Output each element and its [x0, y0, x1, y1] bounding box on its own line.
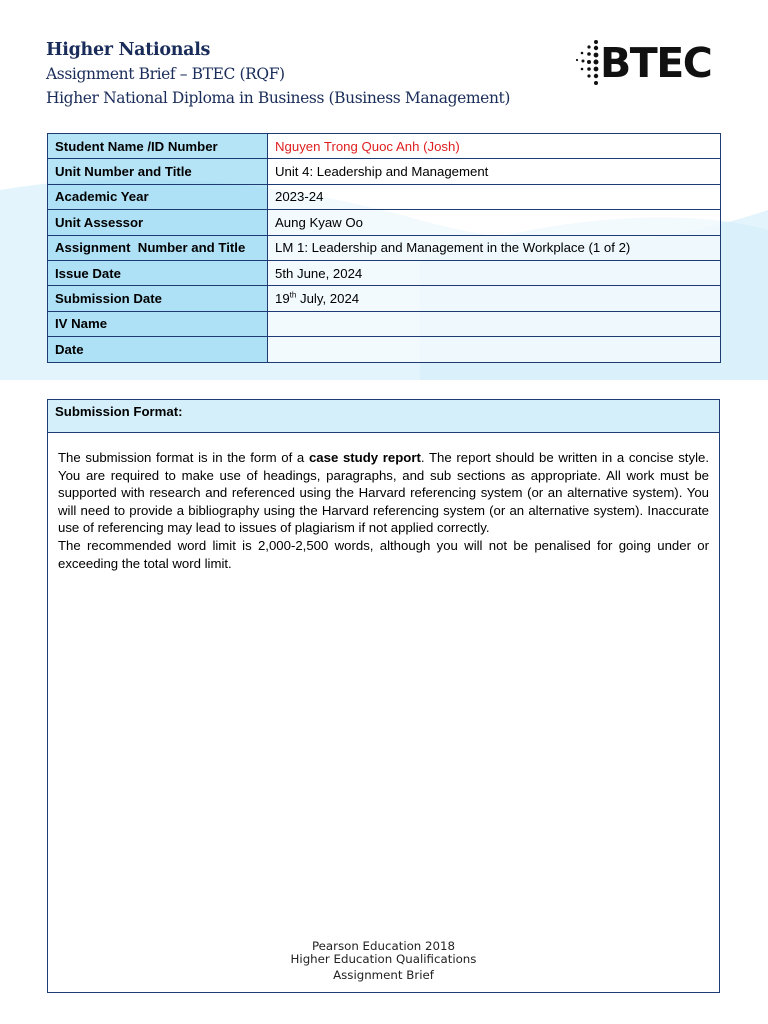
student-name-value: Nguyen Trong Quoc Anh (Josh): [268, 134, 721, 159]
row-label: Issue Date: [48, 260, 268, 285]
paragraph-text: The submission format is in the form of a: [58, 450, 309, 465]
unit-title-value: Unit 4: Leadership and Management: [268, 159, 721, 184]
document-header: [46, 38, 510, 110]
header-subtitle-diploma: Higher National Diploma in Business (Business Management): [46, 89, 511, 107]
row-label: Unit Assessor: [48, 210, 268, 235]
word-limit-paragraph: The recommended word limit is 2,000-2,500 words, although you will not be penalised for going under or exceeding the total word limit.: [58, 537, 709, 571]
table-row: [48, 311, 721, 336]
page-footer: [48, 940, 719, 982]
header-subtitle-brief: Assignment Brief – BTEC (RQF): [46, 65, 285, 83]
iv-name-value: [268, 311, 721, 336]
date-rest: July, 2024: [296, 291, 360, 307]
submission-format-body: [48, 433, 719, 572]
submission-format-box: [47, 399, 720, 993]
table-row: [48, 260, 721, 285]
table-row: [48, 184, 721, 209]
issue-date-value: 5th June, 2024: [268, 260, 721, 285]
paragraph-bold-text: case study report: [308, 450, 421, 465]
row-label: Assignment Number and Title: [48, 235, 268, 260]
date-value: [268, 337, 721, 362]
paragraph-text: . The report should be written in a concise style. You are required to make use of headings, paragraphs, and sub sections as appropriate. All work must be supported with research and referenced using the Harvard referencing system (or an alternative system). You will need to provide a bibliography using the Harvard referencing system (or an alternative system). Inaccurate use of referencing may lead to issues of plagiarism if not applied correctly.: [58, 450, 709, 536]
footer-line-brief: Assignment Brief: [333, 968, 434, 982]
table-row: [48, 286, 721, 311]
footer-line-publisher: Pearson Education 2018: [311, 939, 456, 953]
row-label: Date: [48, 337, 268, 362]
row-label: Academic Year: [48, 184, 268, 209]
table-row: [48, 210, 721, 235]
table-row: [48, 235, 721, 260]
unit-assessor-value: Aung Kyaw Oo: [268, 210, 721, 235]
submission-date-value: [268, 286, 721, 311]
table-row: [48, 337, 721, 362]
row-label: Submission Date: [48, 286, 268, 311]
submission-format-title: Submission Format:: [48, 400, 719, 433]
row-label: Student Name /ID Number: [48, 134, 268, 159]
logo-wordmark: BTEC: [600, 39, 712, 87]
header-title: Higher Nationals: [46, 40, 211, 60]
row-label: IV Name: [48, 311, 268, 336]
row-label: Unit Number and Title: [48, 159, 268, 184]
academic-year-value: 2023-24: [268, 184, 721, 209]
date-day: 19: [275, 291, 290, 307]
footer-line-qualifications: Higher Education Qualifications: [290, 952, 477, 966]
submission-paragraph: [58, 449, 709, 537]
btec-logo: [574, 38, 724, 88]
table-row: [48, 159, 721, 184]
date-suffix: th: [289, 290, 297, 300]
table-row: [48, 134, 721, 159]
assignment-info-table: [47, 133, 721, 363]
assignment-title-value: LM 1: Leadership and Management in the Workplace (1 of 2): [268, 235, 721, 260]
